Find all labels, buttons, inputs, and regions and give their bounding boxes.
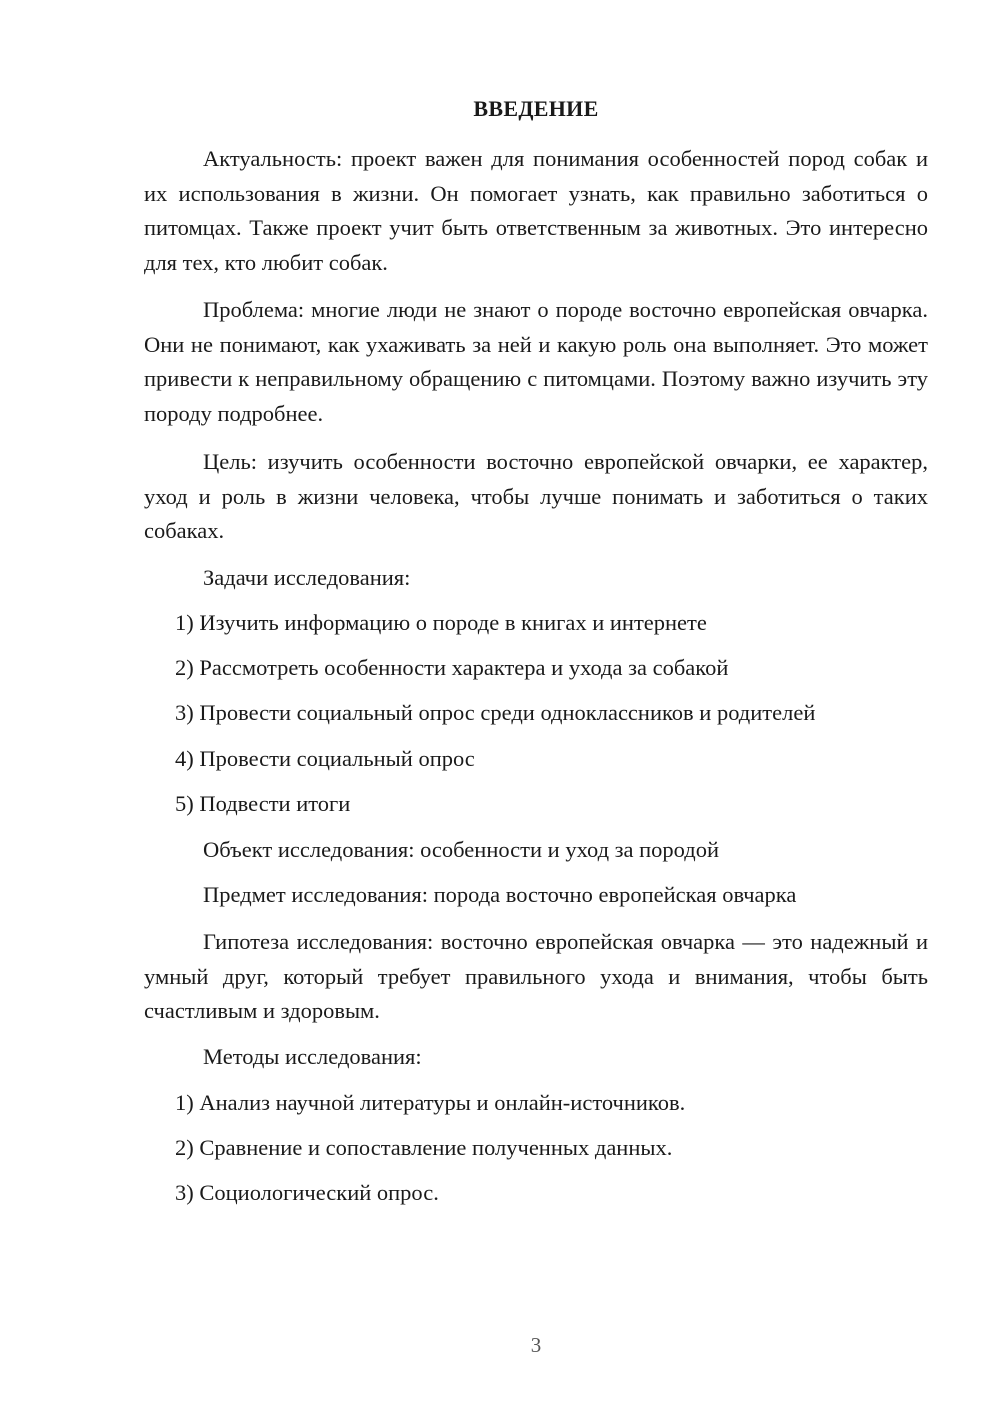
relevance-paragraph: Актуальность: проект важен для понимания особенностей пород собак и их использования в жизни. Он помогает узнать, как правильно заботиться о питомцах. Также проект учит быть ответственным за животных. Это интересно для тех, кто любит собак. bbox=[144, 146, 928, 275]
method-item-1: 1) Анализ научной литературы и онлайн-источников. bbox=[175, 1090, 686, 1115]
goal-paragraph: Цель: изучить особенности восточно европейской овчарки, ее характер, уход и роль в жизни человека, чтобы лучше понимать и заботиться о таких собаках. bbox=[144, 449, 928, 543]
object-line: Объект исследования: особенности и уход за породой bbox=[203, 837, 720, 862]
task-item-2: 2) Рассмотреть особенности характера и ухода за собакой bbox=[175, 655, 729, 680]
methods-heading: Методы исследования: bbox=[203, 1044, 422, 1069]
subject-line: Предмет исследования: порода восточно европейская овчарка bbox=[203, 882, 797, 907]
method-item-3: 3) Социологический опрос. bbox=[175, 1180, 439, 1205]
page-number: 3 bbox=[530, 1333, 542, 1357]
task-item-4: 4) Провести социальный опрос bbox=[175, 746, 475, 771]
hypothesis-paragraph: Гипотеза исследования: восточно европейская овчарка — это надежный и умный друг, который требует правильного ухода и внимания, чтобы быть счастливым и здоровым. bbox=[144, 929, 928, 1023]
tasks-heading: Задачи исследования: bbox=[203, 565, 411, 590]
task-item-3: 3) Провести социальный опрос среди одноклассников и родителей bbox=[175, 700, 816, 725]
section-title: ВВЕДЕНИЕ bbox=[473, 96, 599, 121]
method-item-2: 2) Сравнение и сопоставление полученных данных. bbox=[175, 1135, 673, 1160]
problem-paragraph: Проблема: многие люди не знают о породе восточно европейская овчарка. Они не понимают, как ухаживать за ней и какую роль она выполняет. Это может привести к неправильному обращению с питомцами. Поэтому важно изучить эту породу подробнее. bbox=[144, 297, 928, 426]
task-item-5: 5) Подвести итоги bbox=[175, 791, 351, 816]
task-item-1: 1) Изучить информацию о породе в книгах и интернете bbox=[175, 610, 707, 635]
